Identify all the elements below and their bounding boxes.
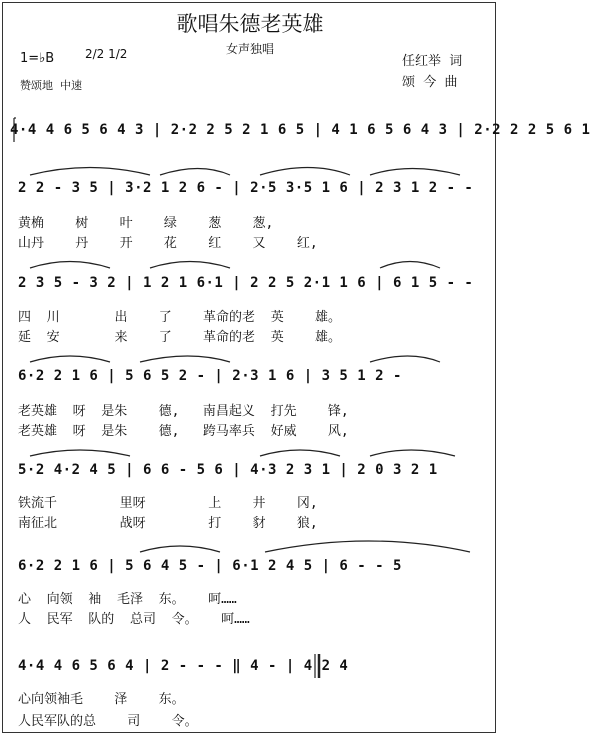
notation-row-5: 5·2 4·2 4 5 | 6 6 - 5 6 | 4·3 2 3 1 | 2 0 3 2 1 <box>18 462 438 478</box>
lyric-row-4-verse-2: 老英雄 呀 是朱 德, 跨马率兵 好威 风, <box>18 424 349 439</box>
lyric-row-3-verse-1: 四 川 出 了 革命的老 英 雄。 <box>18 310 342 325</box>
notation-row-7: 4·4 4 6 5 6 4 | 2 - - - ‖ 4 - | 4 2 4 <box>18 658 349 674</box>
lyric-row-5-verse-1: 铁流千 里呀 上 井 冈, <box>18 496 318 511</box>
composer-credit: 颂 今 曲 <box>402 75 458 90</box>
time-signature: 2/2 1/2 <box>85 47 128 61</box>
lyricist-credit: 任红举 词 <box>402 54 463 69</box>
notation-row-6: 6·2 2 1 6 | 5 6 4 5 - | 6·1 2 4 5 | 6 - - 5 <box>18 558 402 574</box>
lyric-row-4-verse-1: 老英雄 呀 是朱 德, 南昌起义 打先 锋, <box>18 404 349 419</box>
lyric-row-7-verse-2: 人民军队的总 司 令。 <box>18 714 198 729</box>
notation-row-3: 2 3 5 - 3 2 | 1 2 1 6·1 | 2 2 5 2·1 1 6 | 6 1 5 - - <box>18 275 474 291</box>
lyric-row-3-verse-2: 延 安 来 了 革命的老 英 雄。 <box>18 330 342 345</box>
tempo-marking: 赞颂地 中速 <box>20 79 82 92</box>
key-signature: 1=♭B <box>20 51 55 66</box>
song-title: 歌唱朱德老英雄 <box>176 12 324 36</box>
lyric-row-5-verse-2: 南征北 战呀 打 豺 狼, <box>18 516 318 531</box>
notation-row-1: 4·4 4 6 5 6 4 3 | 2·2 2 5 2 1 6 5 | 4 1 6 5 6 4 3 | 2·2 2 2 5 6 1 <box>10 122 590 138</box>
notation-row-2: 2 2 - 3 5 | 3·2 1 2 6 - | 2·5 3·5 1 6 | 2 3 1 2 - - <box>18 180 474 196</box>
lyric-row-6-verse-1: 心 向领 袖 毛泽 东。 呵…… <box>18 592 237 607</box>
lyric-row-2-verse-2: 山丹 丹 开 花 红 又 红, <box>18 236 318 251</box>
lyric-row-6-verse-2: 人 民军 队的 总司 令。 呵…… <box>18 612 250 627</box>
lyric-row-7-verse-1: 心向领袖毛 泽 东。 <box>18 692 185 707</box>
notation-row-4: 6·2 2 1 6 | 5 6 5 2 - | 2·3 1 6 | 3 5 1 2 - <box>18 368 402 384</box>
lyric-row-2-verse-1: 黄桷 树 叶 绿 葱 葱, <box>18 216 274 231</box>
performance-type: 女声独唱 <box>225 42 274 56</box>
